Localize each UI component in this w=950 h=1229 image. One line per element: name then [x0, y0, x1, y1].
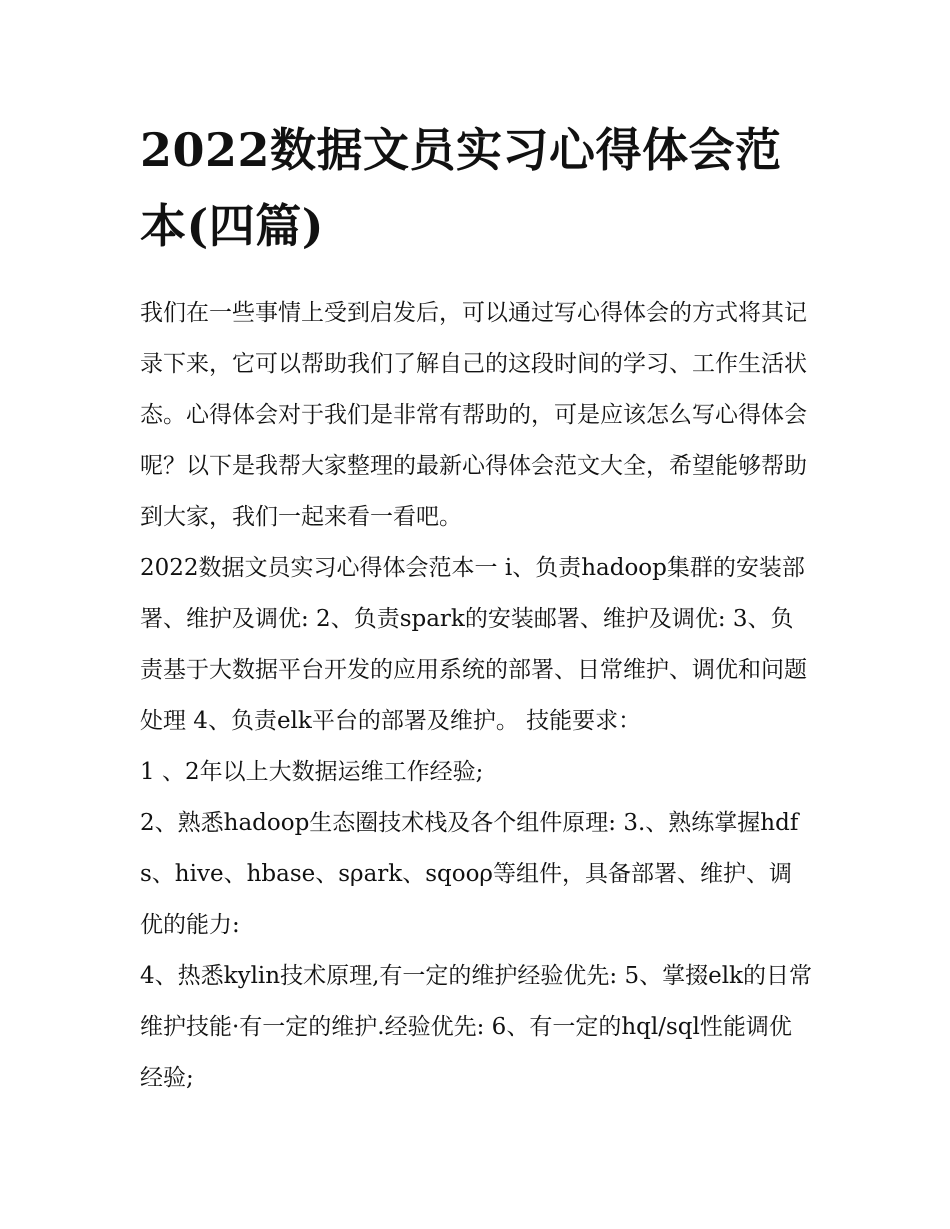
- requirement-4-6: 4、热悉kylin技术原理,有一定的维护经验优先: 5、掌掇elk的日常维护技能·有一定的维护.经验优先: 6、有一定的hql/sql性能调优经验;: [140, 963, 812, 1091]
- document-title: 2022数据文员实习心得体会范本(四篇): [140, 123, 782, 253]
- requirement-1: 1 、2年以上大数据运维工作经验;: [140, 759, 484, 785]
- requirement-2-3: 2、熟悉hadoop生态圈技术栈及各个组件原理: 3.、熟练掌握hdfs、hive、hbase、sρark、sqooρ等组件，具备部署、维护、调优的能力:: [140, 810, 799, 938]
- responsibilities-paragraph: 2022数据文员实习心得体会范本一 i、负责hadoop集群的安装部署、维护及调优: 2、负责spark的安装邮署、维护及调优: 3、负责基于大数据平台开发的应用系统的部署、日常维护、调优和问题处理 4、负责elk平台的部署及维护。 技能要求：: [140, 555, 807, 734]
- document-page: [140, 112, 812, 1104]
- intro-paragraph: 我们在一些事情上受到启发后，可以通过写心得体会的方式将其记录下来，它可以帮助我们了解自己的这段时间的学习、工作生活状态。心得体会对于我们是非常有帮助的，可是应该怎么写心得体会呢？以下是我帮大家整理的最新心得体会范文大全，希望能够帮助到大家，我们一起来看一看吧。: [140, 300, 807, 530]
